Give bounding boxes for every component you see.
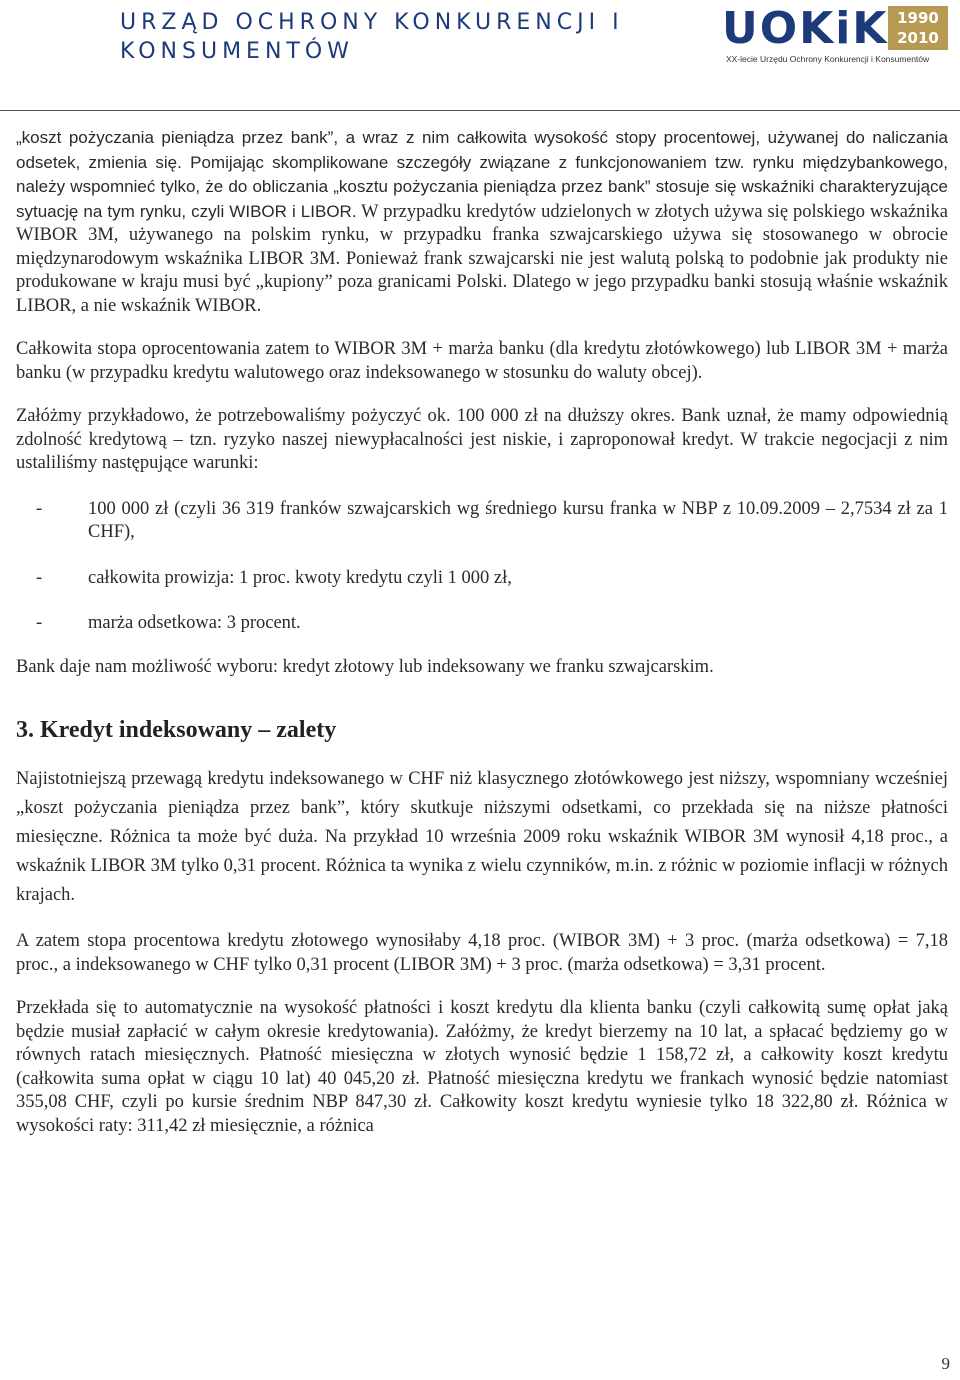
badge-year-start: 1990 — [897, 9, 939, 27]
paragraph-1 — [16, 126, 948, 318]
page-number: 9 — [941, 1354, 950, 1373]
paragraph-4: Bank daje nam możliwość wyboru: kredyt złotowy lub indeksowany we franku szwajcarskim. — [16, 656, 714, 677]
logo-subtitle: XX-lecie Urzędu Ochrony Konkurencji i Konsumentów — [726, 54, 930, 64]
list-dash: - — [36, 613, 43, 633]
header-title — [120, 8, 624, 66]
header-title-line2: KONSUMENTÓW — [120, 39, 354, 64]
paragraph-5: Najistotniejszą przewagą kredytu indeksowanego w CHF niż klasycznego złotówkowego jest niższy, wspomniany wcześniej „koszt pożyczania pieniądza przez bank”, który skutkuje niższymi odsetkami, co przekłada się na niższe płatności miesięczne. Różnica ta może być duża. Na przykład 10 września 2009 roku wskaźnik WIBOR 3M wynosił 4,18 proc., a wskaźnik LIBOR 3M tylko 0,31 procent. Różnica ta wynika z wielu czynników, m.in. z różnic w poziomie inflacji w różnych krajach. — [16, 769, 948, 905]
list-dash: - — [36, 567, 43, 588]
badge-year-end: 2010 — [897, 29, 939, 47]
list-item — [16, 612, 948, 636]
paragraph-7: Przekłada się to automatycznie na wysokość płatności i koszt kredytu dla klienta banku (czyli całkowitą sumę opłat jaką będzie musiał zapłacić w całym okresie kredytowania). Załóżmy, że kredyt bierzemy na 10 lat, a spłacać będziemy go w równych ratach miesięcznych. Płatność miesięczna w złotych wynosić będzie 1 158,72 zł, a całkowity koszt kredytu (całkowita suma opłat w ciągu 10 lat) 40 045,20 zł. Płatność miesięczna kredytu we frankach wynosić będzie natomiast 355,08 CHF, czyli po kursie średnim NBP 847,30 zł. Całkowity koszt kredytu wyniesie tylko 18 322,80 zł. Różnica w wysokości raty: 311,42 zł miesięcznie, a różnica — [16, 998, 948, 1136]
paragraph-1-sans-part: „koszt pożyczania pieniądza przez bank”, a wraz z nim całkowita wysokość stopy procentowej, używanej do naliczania odsetek, zmienia się. Pomijając skomplikowane szczegóły związane z funkcjonowaniem tzw. rynku międzybankowego, należy wspomnieć tylko, że do obliczania „kosztu pożyczania pieniądza przez bank” stosuje się wskaźniki charakteryzujące sytuację na tym rynku, czyli WIBOR i LIBOR. — [16, 128, 948, 221]
list-item — [16, 498, 948, 545]
list-item-text: 100 000 zł (czyli 36 319 franków szwajcarskich wg średniego kursu franka w NBP z 10.09.2009 – 2,7534 zł za 1 CHF), — [88, 498, 948, 542]
anniversary-badge — [888, 6, 948, 50]
page-header — [0, 0, 960, 112]
conditions-list — [16, 498, 948, 636]
logo-wordmark: UOKiK — [722, 3, 889, 54]
list-dash: - — [36, 498, 43, 519]
header-divider — [0, 110, 960, 111]
paragraph-3: Załóżmy przykładowo, że potrzebowaliśmy pożyczyć ok. 100 000 zł na dłuższy okres. Bank uznał, że mamy odpowiednią zdolność kredytową – tzn. ryzyko naszej niewypłacalności jest niskie, i zaproponował kredyt. W trakcie negocjacji z nim ustaliliśmy następujące warunki: — [16, 406, 948, 473]
paragraph-6: A zatem stopa procentowa kredytu złotowego wynosiłaby 4,18 proc. (WIBOR 3M) + 3 proc. (marża odsetkowa) = 7,18 proc., a indeksowanego w CHF tylko 0,31 procent (LIBOR 3M) + 3 proc. (marża odsetkowa) = 3,31 procent. — [16, 931, 948, 975]
section-heading: 3. Kredyt indeksowany – zalety — [16, 717, 337, 743]
paragraph-2: Całkowita stopa oprocentowania zatem to WIBOR 3M + marża banku (dla kredytu złotówkowego) lub LIBOR 3M + marża banku (w przypadku kredytu walutowego oraz indeksowanego w stosunku do waluty obcej). — [16, 339, 948, 383]
paragraph-1-serif-part: W przypadku kredytów udzielonych w złotych używa się polskiego wskaźnika WIBOR 3M, używanego na polskim rynku, w przypadku franka szwajcarskiego używa się stosowanego w obrocie międzynarodowym wskaźnika LIBOR 3M. Ponieważ frank szwajcarski nie jest walutą polską to podobnie jak produkty nie produkowane w kraju musi być „kupiony” poza granicami Polski. Dlatego w jego przypadku banki stosują właśnie wskaźnik LIBOR, a nie wskaźnik WIBOR. — [16, 201, 948, 316]
uokik-logo — [722, 4, 960, 68]
list-item-text: marża odsetkowa: 3 procent. — [88, 613, 301, 633]
document-body — [16, 126, 948, 1138]
list-item — [16, 567, 948, 591]
list-item-text: całkowita prowizja: 1 proc. kwoty kredytu czyli 1 000 zł, — [88, 567, 512, 588]
header-title-line1: URZĄD OCHRONY KONKURENCJI I — [120, 10, 624, 35]
